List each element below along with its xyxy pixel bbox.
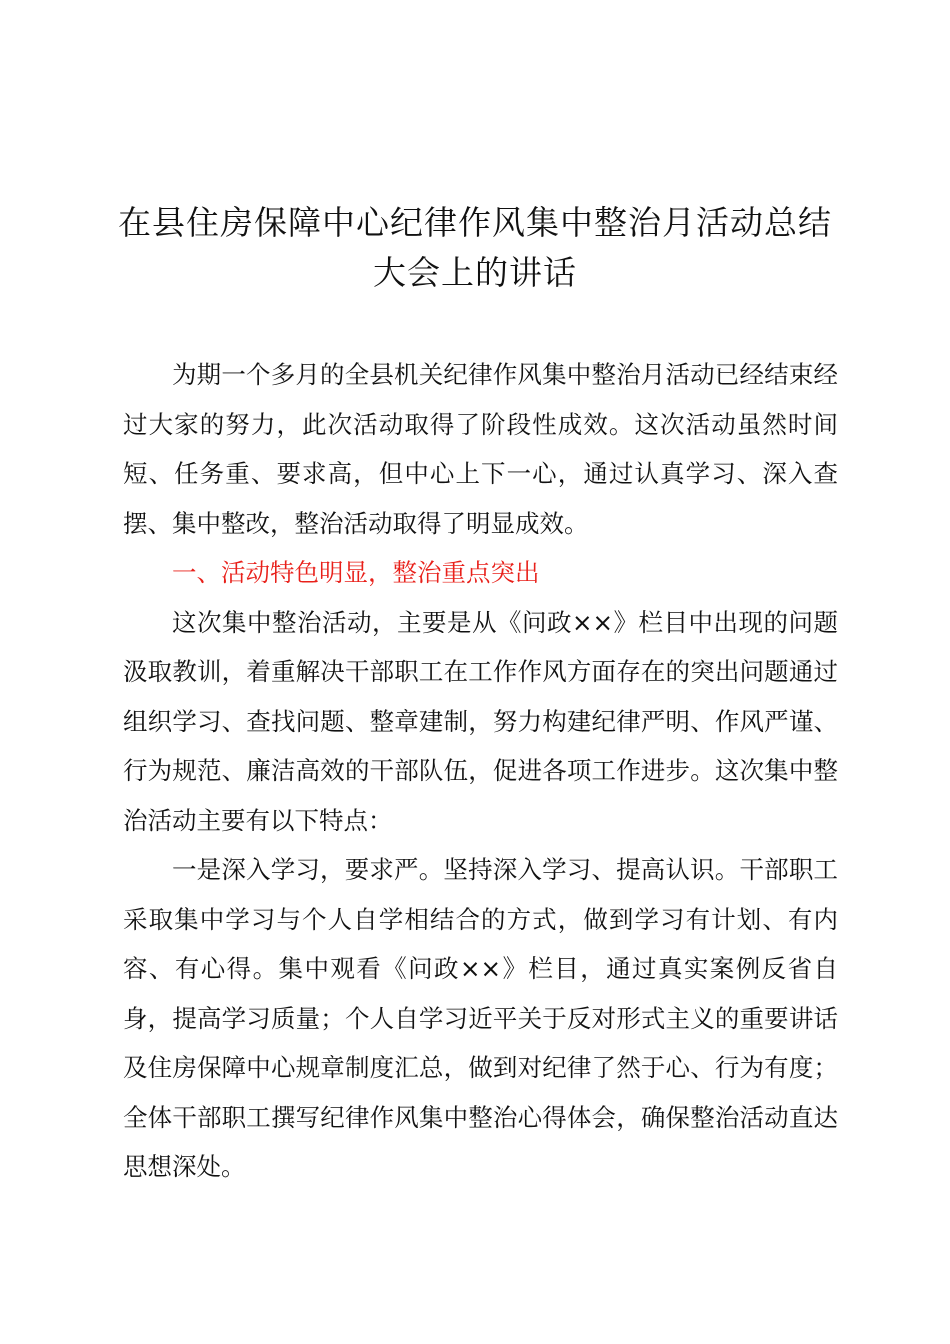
paragraph-point-1: 一是深入学习，要求严。坚持深入学习、提高认识。干部职工采取集中学习与个人自学相结合的方式，做到学习有计划、有内容、有心得。集中观看《问政××》栏目，通过真实案例反省自身，提高学习质量；个人自学习近平关于反对形式主义的重要讲话及住房保障中心规章制度汇总，做到对纪律了然于心、行为有度；全体干部职工撰写纪律作风集中整治心得体会，确保整治活动直达思想深处。 (123, 855, 838, 1181)
page-title: 在县住房保障中心纪律作风集中整治月活动总结大会上的讲话 (118, 203, 832, 292)
section-heading-1: 一、活动特色明显，整治重点突出 (172, 558, 540, 587)
paragraph-intro: 为期一个多月的全县机关纪律作风集中整治月活动已经结束经过大家的努力，此次活动取得了阶段性成效。这次活动虽然时间短、任务重、要求高，但中心上下一心，通过认真学习、深入查摆、集中整改，整治活动取得了明显成效。 (123, 360, 838, 538)
document-body (123, 350, 838, 1192)
paragraph-section-1: 这次集中整治活动，主要是从《问政××》栏目中出现的问题汲取教训，着重解决干部职工在工作作风方面存在的突出问题通过组织学习、查找问题、整章建制，努力构建纪律严明、作风严谨、行为规范、廉洁高效的干部队伍，促进各项工作进步。这次集中整治活动主要有以下特点： (123, 607, 838, 835)
